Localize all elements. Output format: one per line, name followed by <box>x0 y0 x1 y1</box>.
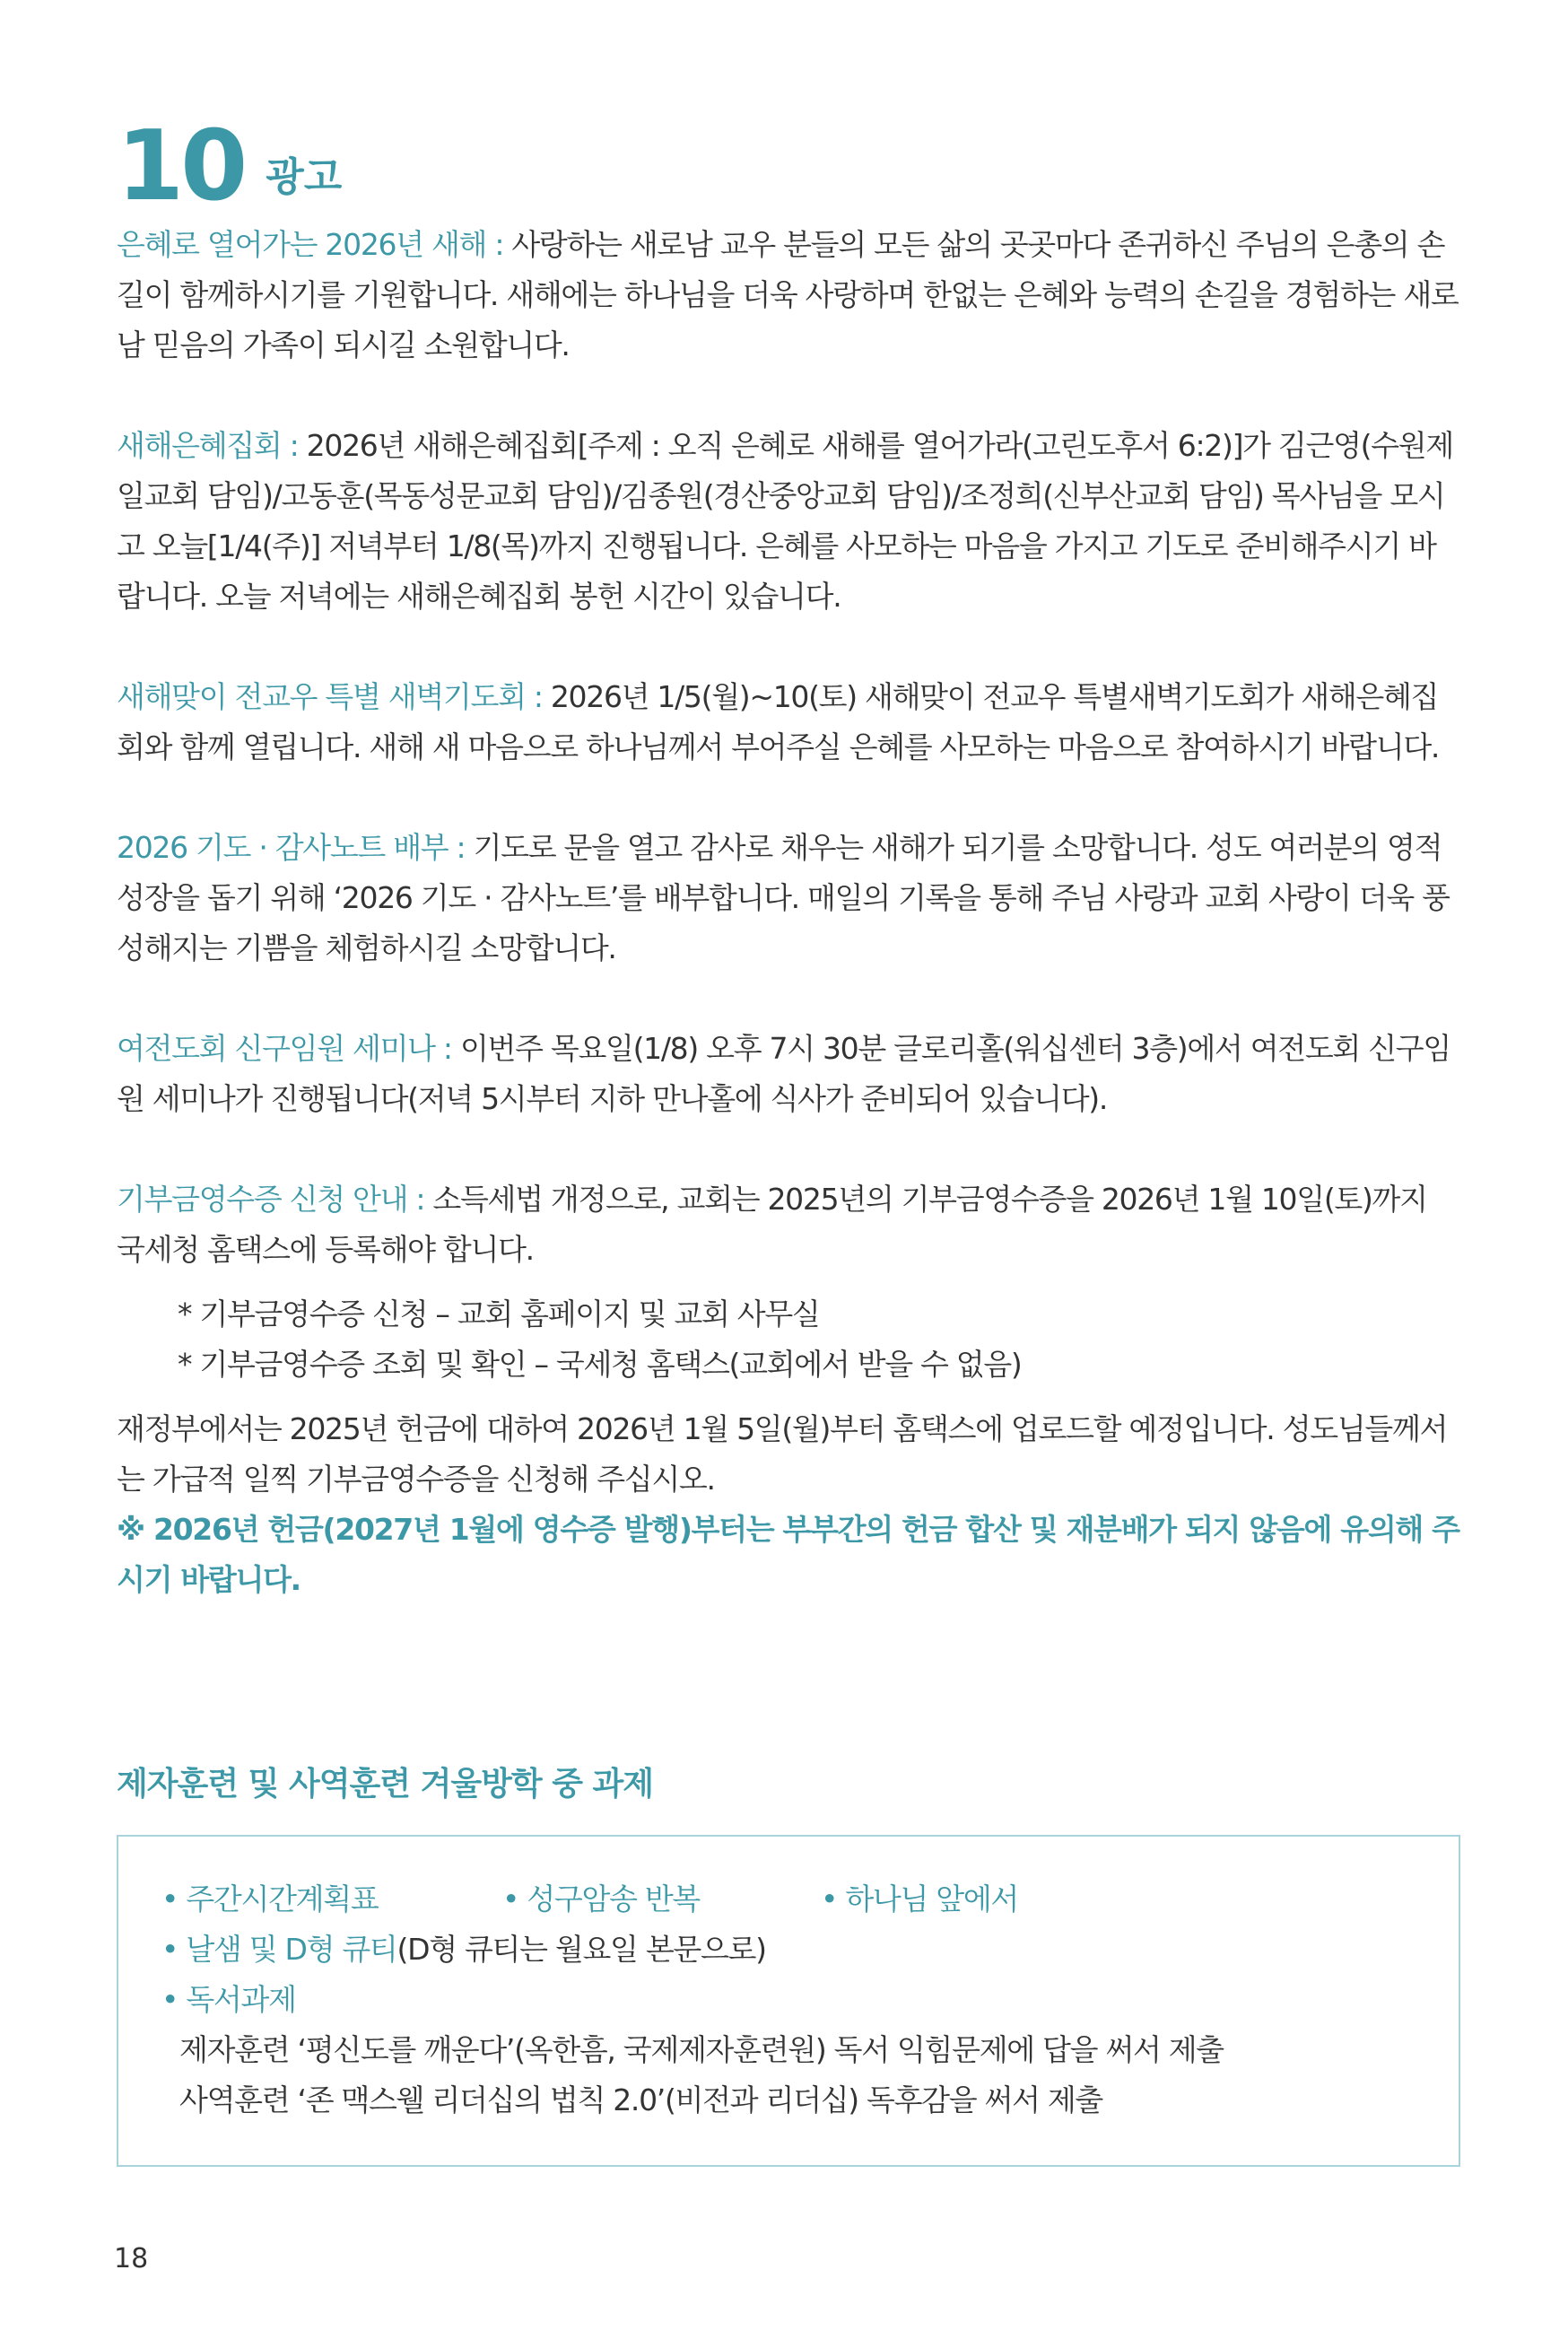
announcement-text: 소득세법 개정으로, 교회는 2025년의 기부금영수증을 2026년 1월 10일(토)까지 국세청 홈택스에 등록해야 합니다. <box>117 1182 1427 1267</box>
announcement-title: 새해은혜집회 : <box>117 428 299 463</box>
announcement-receipt <box>117 1174 1462 1275</box>
reading-line: 사역훈련 ‘존 맥스웰 리더십의 법칙 2.0’(비전과 리더십) 독후감을 써서 제출 <box>179 2082 1103 2117</box>
announcement-text: 이번주 목요일(1/8) 오후 7시 30분 글로리홀(워십센터 3층)에서 여전도회 신구임원 세미나가 진행됩니다(저녁 5시부터 지하 만나홀에 식사가 준비되어 있습니다). <box>117 1031 1450 1116</box>
assignment-item: • 주간시간계획표 <box>161 1881 379 1916</box>
assignment-qt <box>161 1925 1416 1975</box>
receipt-note: * 기부금영수증 조회 및 확인 – 국세청 홈택스(교회에서 받을 수 없음) <box>178 1347 1022 1382</box>
reading-label: • 독서과제 <box>161 1982 296 2017</box>
announcement-dawn-prayer <box>117 672 1462 773</box>
assignment-row <box>161 1874 1416 1925</box>
receipt-note: * 기부금영수증 신청 – 교회 홈페이지 및 교회 사무실 <box>178 1296 820 1331</box>
announcement-revival <box>117 421 1462 622</box>
announcement-title: 은혜로 열어가는 2026년 새해 : <box>117 227 504 262</box>
announcement-text: 기도로 문을 열고 감사로 채우는 새해가 되기를 소망합니다. 성도 여러분의 영적 성장을 돕기 위해 ‘2026 기도 · 감사노트’를 배부합니다. 매일의 기록을 통해 주님 사랑과 교회 사랑이 더욱 풍성해지는 기쁨을 체험하시길 소망합니다. <box>117 830 1450 965</box>
announcement-title: 2026 기도 · 감사노트 배부 : <box>117 830 466 865</box>
reading-line: 제자훈련 ‘평신도를 깨운다’(옥한흠, 국제제자훈련원) 독서 익힘문제에 답을 써서 제출 <box>179 2032 1224 2067</box>
announcement-text: 2026년 새해은혜집회[주제 : 오직 은혜로 새해를 열어가라(고린도후서 6:2)]가 김근영(수원제일교회 담임)/고동훈(목동성문교회 담임)/김종원(경산중앙교회 담임)/조정희(신부산교회 담임) 목사님을 모시고 오늘[1/4(주)] 저녁부터 1/8(목)까지 진행됩니다. 은혜를 사모하는 마음을 가지고 기도로 준비해주시기 바랍니다. 오늘 저녁에는 새해은혜집회 봉헌 시간이 있습니다. <box>117 428 1453 614</box>
announcement-title: 여전도회 신구임원 세미나 : <box>117 1031 452 1066</box>
assignment-item: • 하나님 앞에서 <box>821 1881 1019 1916</box>
announcement-seminar <box>117 1024 1462 1124</box>
receipt-paragraph: 재정부에서는 2025년 헌금에 대하여 2026년 1월 5일(월)부터 홈택스에 업로드할 예정입니다. 성도님들께서는 가급적 일찍 기부금영수증을 신청해 주십시오. <box>117 1411 1448 1497</box>
section-label: 광고 <box>266 154 343 200</box>
section-heading <box>117 108 343 223</box>
announcement-prayer-note <box>117 823 1462 973</box>
announcement-title: 기부금영수증 신청 안내 : <box>117 1182 425 1217</box>
announcement-text: 2026년 1/5(월)~10(토) 새해맞이 전교우 특별새벽기도회가 새해은혜집회와 함께 열립니다. 새해 새 마음으로 하나님께서 부어주실 은혜를 사모하는 마음으로 참여하시기 바랍니다. <box>117 679 1440 764</box>
qt-label: • 날샘 및 D형 큐티 <box>161 1932 397 1967</box>
page-number: 18 <box>114 2243 149 2274</box>
assignment-title: 제자훈련 및 사역훈련 겨울방학 중 과제 <box>117 1766 654 1803</box>
assignment-box <box>117 1835 1460 2167</box>
section-number: 10 <box>117 110 245 223</box>
announcement-new-year <box>117 220 1462 371</box>
receipt-warning: ※ 2026년 헌금(2027년 1월에 영수증 발행)부터는 부부간의 헌금 합산 및 재분배가 되지 않음에 유의해 주시기 바랍니다. <box>117 1512 1459 1597</box>
assignment-item: • 성구암송 반복 <box>502 1881 701 1916</box>
receipt-notes <box>117 1289 1462 1390</box>
announcements <box>117 220 1462 1605</box>
qt-note: (D형 큐티는 월요일 본문으로) <box>396 1932 766 1967</box>
announcement-title: 새해맞이 전교우 특별 새벽기도회 : <box>117 679 543 714</box>
announcement-text: 사랑하는 새로남 교우 분들의 모든 삶의 곳곳마다 존귀하신 주님의 은총의 손길이 함께하시기를 기원합니다. 새해에는 하나님을 더욱 사랑하며 한없는 은혜와 능력의 손길을 경험하는 새로남 믿음의 가족이 되시길 소원합니다. <box>117 227 1459 362</box>
